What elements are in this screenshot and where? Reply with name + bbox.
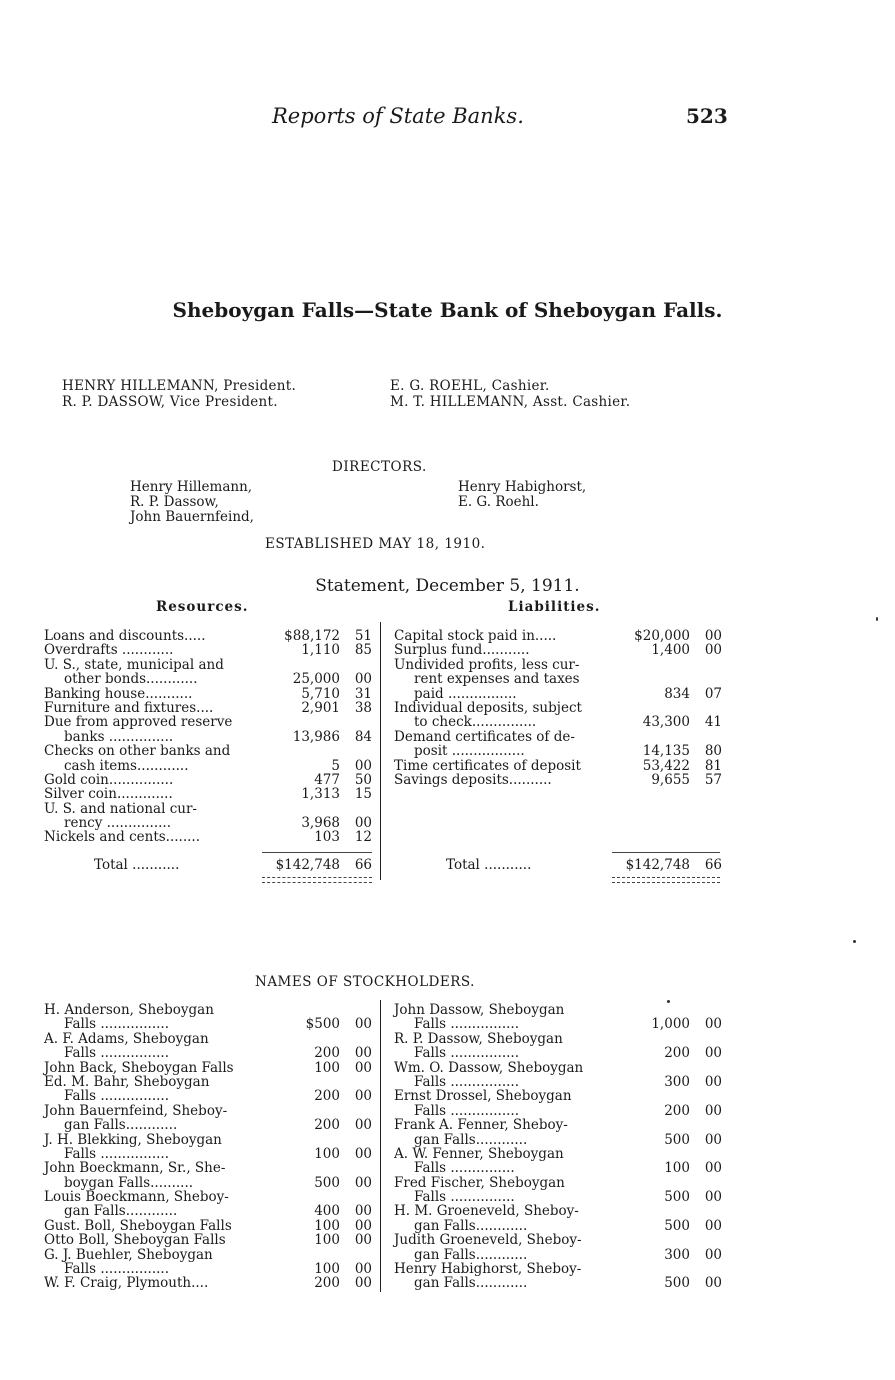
stockholder-line [44, 1075, 374, 1089]
stockholder-line [394, 1219, 724, 1233]
stockholder-line-label: gan Falls............ [64, 1203, 178, 1220]
stockholder-line-label: Falls ................ [64, 1045, 170, 1062]
stockholder-line-label: H. Anderson, Sheboygan [44, 1002, 214, 1018]
stockholder-line [44, 1133, 374, 1147]
director-name: R. P. Dassow, [130, 494, 219, 510]
liability-line [394, 701, 724, 715]
stockholder-line-cents: 00 [704, 1217, 722, 1234]
resource-line-cents: 15 [354, 786, 372, 803]
resource-line-cents: 38 [354, 699, 372, 716]
stockholder-line-label: Falls ................ [64, 1261, 170, 1278]
stockholders-right-column [394, 1003, 724, 1291]
resource-line-label: Overdrafts ............ [44, 642, 174, 659]
resources-total-rule [262, 852, 372, 853]
stockholder-line [44, 1248, 374, 1262]
liabilities-total-double-rule [612, 877, 720, 883]
directors-heading: DIRECTORS. [332, 459, 427, 475]
stockholder-line-label: gan Falls............ [414, 1275, 528, 1292]
resource-line-amount: 5,710 [301, 685, 340, 702]
liability-line-cents: 41 [704, 714, 722, 731]
stockholder-line-cents: 00 [704, 1016, 722, 1033]
stockholder-line-label: Falls ............... [414, 1189, 515, 1206]
stockholder-line [44, 1104, 374, 1118]
resource-line-amount: 13,986 [292, 728, 340, 745]
resource-line-cents: 00 [354, 757, 372, 774]
stockholder-line-label: Wm. O. Dassow, Sheboygan [394, 1059, 584, 1076]
resource-line-amount: 3,968 [301, 815, 340, 832]
resource-line-amount: 1,313 [301, 786, 340, 803]
resource-line [44, 744, 374, 758]
liabilities-total-row [394, 858, 724, 872]
resource-line [44, 658, 374, 672]
stockholder-line [394, 1089, 724, 1103]
liability-line-cents: 07 [704, 685, 722, 702]
stockholder-line-amount: 200 [314, 1275, 340, 1292]
resource-line-label: Banking house........... [44, 685, 193, 702]
stockholder-line-label: Judith Groeneveld, Sheboy- [394, 1232, 582, 1249]
stockholder-line-amount: 100 [664, 1160, 690, 1177]
resource-line-cents: 50 [354, 771, 372, 788]
stockholder-line-label: boygan Falls.......... [64, 1174, 194, 1191]
stockholder-line-amount: 100 [314, 1217, 340, 1234]
stockholder-line-label: Falls ................ [64, 1016, 170, 1033]
stockholder-line [44, 1046, 374, 1060]
resource-line [44, 672, 374, 686]
stockholder-line-cents: 00 [704, 1102, 722, 1119]
stockholder-line-cents: 00 [354, 1117, 372, 1134]
liability-line-amount: 1,400 [651, 642, 690, 659]
stockholder-line-label: Gust. Boll, Sheboygan Falls [44, 1217, 232, 1234]
stockholder-line-amount: 100 [314, 1232, 340, 1249]
stockholder-line [394, 1046, 724, 1060]
stockholder-line-cents: 00 [354, 1261, 372, 1278]
resource-line [44, 816, 374, 830]
stockholder-line [44, 1118, 374, 1132]
resources-total-row [44, 858, 374, 872]
stockholder-line-label: A. F. Adams, Sheboygan [44, 1030, 209, 1047]
stockholder-line-amount: 100 [314, 1145, 340, 1162]
resource-line [44, 830, 374, 844]
resources-heading: Resources. [156, 599, 249, 615]
stockholder-line-cents: 00 [704, 1246, 722, 1263]
resource-line-label: U. S., state, municipal and [44, 656, 224, 673]
stockholder-line-amount: $500 [305, 1016, 340, 1033]
stockholder-line [44, 1061, 374, 1075]
stockholder-line-label: Henry Habighorst, Sheboy- [394, 1261, 582, 1278]
stockholder-line-label: gan Falls............ [64, 1117, 178, 1134]
stockholder-line-label: Falls ................ [414, 1016, 520, 1033]
stockholder-line-label: Falls ................ [414, 1045, 520, 1062]
resource-line [44, 787, 374, 801]
stockholder-line-cents: 00 [704, 1131, 722, 1148]
stockholder-line-cents: 00 [354, 1145, 372, 1162]
stockholder-line-label: J. H. Blekking, Sheboygan [44, 1131, 222, 1148]
stockholder-line-amount: 200 [314, 1088, 340, 1105]
stockholder-line-label: R. P. Dassow, Sheboygan [394, 1030, 563, 1047]
stockholder-line-cents: 00 [704, 1189, 722, 1206]
liability-line-cents: 81 [704, 757, 722, 774]
stockholder-line-amount: 500 [664, 1217, 690, 1234]
stockholder-line [394, 1147, 724, 1161]
stockholder-line-label: H. M. Groeneveld, Sheboy- [394, 1203, 579, 1220]
director-name: Henry Habighorst, [458, 479, 587, 495]
liability-line [394, 730, 724, 744]
stockholder-line [44, 1276, 374, 1290]
liability-line-cents: 80 [704, 743, 722, 760]
stockholder-line [44, 1190, 374, 1204]
resources-total-double-rule [262, 877, 372, 883]
stockholder-line [394, 1017, 724, 1031]
resource-line-label: rency ............... [64, 815, 171, 832]
resources-total-cents: 66 [354, 857, 372, 873]
liability-line [394, 629, 724, 643]
liability-line [394, 715, 724, 729]
stockholder-line-label: Falls ............... [414, 1160, 515, 1177]
stockholder-line [44, 1161, 374, 1175]
resource-line [44, 802, 374, 816]
resource-line [44, 687, 374, 701]
stockholder-line-cents: 00 [354, 1059, 372, 1076]
stockholder-line [394, 1276, 724, 1290]
stockholder-line-cents: 00 [354, 1217, 372, 1234]
liability-line [394, 672, 724, 686]
liability-line-amount: 834 [664, 685, 690, 702]
liability-line-label: Capital stock paid in..... [394, 628, 557, 644]
stockholder-line [394, 1190, 724, 1204]
liability-line-label: Surplus fund........... [394, 642, 530, 659]
print-speck [876, 617, 878, 621]
stockholder-line-label: Falls ................ [414, 1102, 520, 1119]
liability-line-label: rent expenses and taxes [414, 671, 580, 688]
stockholder-line [394, 1003, 724, 1017]
stockholder-line-amount: 100 [314, 1261, 340, 1278]
stockholder-line-label: gan Falls............ [414, 1246, 528, 1263]
resource-line [44, 730, 374, 744]
stockholder-line-amount: 500 [664, 1131, 690, 1148]
liability-line-label: Time certificates of deposit [394, 757, 581, 774]
resource-line [44, 759, 374, 773]
officer-vice-president: R. P. DASSOW, Vice President. [62, 394, 278, 410]
liability-line [394, 658, 724, 672]
liability-line-label: Undivided profits, less cur- [394, 656, 580, 673]
resource-line [44, 629, 374, 643]
stockholder-line-amount: 200 [664, 1102, 690, 1119]
stockholder-line-amount: 200 [314, 1117, 340, 1134]
stockholder-line-label: John Dassow, Sheboygan [394, 1002, 565, 1018]
stockholder-line-cents: 00 [354, 1088, 372, 1105]
resource-line-cents: 12 [354, 829, 372, 846]
stockholder-line-cents: 00 [704, 1045, 722, 1062]
stockholder-line-amount: 200 [664, 1045, 690, 1062]
resources-table [44, 629, 374, 845]
liability-line-label: posit ................. [414, 743, 525, 760]
liability-line-amount: 14,135 [642, 743, 690, 760]
officers-right [390, 378, 630, 410]
stockholder-line-cents: 00 [704, 1073, 722, 1090]
stockholder-line [44, 1147, 374, 1161]
resource-line-cents: 51 [354, 628, 372, 644]
stockholder-line [394, 1133, 724, 1147]
resource-line-amount: 477 [314, 771, 340, 788]
stockholder-line [394, 1204, 724, 1218]
stockholder-line-amount: 500 [664, 1275, 690, 1292]
page-number: 523 [686, 104, 728, 128]
stockholder-line [394, 1061, 724, 1075]
liabilities-heading: Liabilities. [508, 599, 601, 615]
stockholder-line-label: John Back, Sheboygan Falls [44, 1059, 234, 1076]
stockholder-line-cents: 00 [354, 1232, 372, 1249]
stockholder-line-label: Fred Fischer, Sheboygan [394, 1174, 565, 1191]
stockholders-heading: NAMES OF STOCKHOLDERS. [255, 974, 475, 990]
stockholder-line [394, 1075, 724, 1089]
resource-line [44, 773, 374, 787]
liability-line-label: Individual deposits, subject [394, 699, 582, 716]
stockholder-line-cents: 00 [354, 1045, 372, 1062]
resource-line-amount: 5 [331, 757, 340, 774]
officer-president: HENRY HILLEMANN, President. [62, 378, 297, 394]
resource-line-label: other bonds............ [64, 671, 198, 688]
stockholder-line-label: Falls ................ [64, 1088, 170, 1105]
stockholder-line-cents: 00 [704, 1160, 722, 1177]
directors-right [458, 480, 586, 510]
stockholder-line-amount: 100 [314, 1059, 340, 1076]
resource-line-label: banks ............... [64, 728, 174, 745]
resource-line-amount: 1,110 [301, 642, 340, 659]
stockholder-line [394, 1118, 724, 1132]
liability-line-label: Savings deposits.......... [394, 771, 552, 788]
director-name: E. G. Roehl. [458, 494, 539, 510]
directors-left [130, 480, 254, 525]
stockholder-line-amount: 300 [664, 1073, 690, 1090]
stockholder-line-label: Louis Boeckmann, Sheboy- [44, 1189, 229, 1206]
stockholder-line-label: Falls ................ [64, 1145, 170, 1162]
director-name: John Bauernfeind, [130, 509, 254, 525]
stockholder-line-amount: 300 [664, 1246, 690, 1263]
stockholder-line-cents: 00 [704, 1275, 722, 1292]
resource-line-label: Gold coin............... [44, 771, 174, 788]
liabilities-total-label: Total ........... [446, 857, 532, 873]
stockholder-line [394, 1233, 724, 1247]
officer-cashier: E. G. ROEHL, Cashier. [390, 378, 550, 394]
statement-title: Statement, December 5, 1911. [315, 576, 580, 596]
stockholder-line [394, 1248, 724, 1262]
stockholder-line [44, 1204, 374, 1218]
resource-line-amount: $88,172 [284, 628, 340, 644]
liability-line-cents: 00 [704, 628, 722, 644]
liabilities-table [394, 629, 724, 787]
running-title: Reports of State Banks. [272, 104, 524, 128]
stockholder-line [44, 1089, 374, 1103]
resource-line-cents: 31 [354, 685, 372, 702]
resource-line-cents: 00 [354, 815, 372, 832]
liability-line-cents: 00 [704, 642, 722, 659]
stockholder-line [44, 1003, 374, 1017]
liabilities-total-cents: 66 [704, 857, 722, 873]
liability-line-amount: 43,300 [642, 714, 690, 731]
resource-line-amount: 2,901 [301, 699, 340, 716]
stockholder-line [44, 1233, 374, 1247]
stockholder-line-label: John Bauernfeind, Sheboy- [44, 1102, 228, 1119]
stockholder-line-label: gan Falls............ [414, 1217, 528, 1234]
stockholder-line [394, 1176, 724, 1190]
stockholder-line [394, 1104, 724, 1118]
resources-total-label: Total ........... [94, 857, 180, 873]
stockholder-line [44, 1176, 374, 1190]
established-date: ESTABLISHED MAY 18, 1910. [265, 536, 486, 552]
stockholder-line-cents: 00 [354, 1203, 372, 1220]
stockholder-line [44, 1262, 374, 1276]
stockholder-line-label: gan Falls............ [414, 1131, 528, 1148]
resource-line-cents: 85 [354, 642, 372, 659]
resource-line-amount: 103 [314, 829, 340, 846]
stockholders-column-divider [380, 1000, 381, 1292]
bank-title: Sheboygan Falls—State Bank of Sheboygan Falls. [172, 298, 723, 322]
stockholder-line-amount: 500 [664, 1189, 690, 1206]
resource-line-label: Due from approved reserve [44, 714, 233, 731]
liability-line [394, 687, 724, 701]
liability-line-label: Demand certificates of de- [394, 728, 575, 745]
stockholder-line-label: G. J. Buehler, Sheboygan [44, 1246, 213, 1263]
resources-total-amount: $142,748 [275, 857, 340, 873]
director-name: Henry Hillemann, [130, 479, 253, 495]
stockholder-line-cents: 00 [354, 1275, 372, 1292]
resource-line [44, 643, 374, 657]
stockholders-left-column [44, 1003, 374, 1291]
resource-line-label: Checks on other banks and [44, 743, 231, 760]
resource-line-amount: 25,000 [292, 671, 340, 688]
stockholder-line-label: Ed. M. Bahr, Sheboygan [44, 1073, 210, 1090]
stockholder-line-label: Otto Boll, Sheboygan Falls [44, 1232, 226, 1249]
liabilities-total-rule [612, 852, 720, 853]
liability-line-amount: 9,655 [651, 771, 690, 788]
stockholder-line-label: Frank A. Fenner, Sheboy- [394, 1117, 568, 1134]
resource-line-cents: 84 [354, 728, 372, 745]
liability-line-label: to check............... [414, 714, 537, 731]
liability-line [394, 744, 724, 758]
resource-line-label: Silver coin............. [44, 786, 173, 803]
liability-line-cents: 57 [704, 771, 722, 788]
print-speck [853, 940, 856, 943]
liability-line [394, 773, 724, 787]
stockholder-line [44, 1017, 374, 1031]
stockholder-line [44, 1219, 374, 1233]
stockholder-line [394, 1161, 724, 1175]
stockholder-line-label: John Boeckmann, Sr., She- [44, 1160, 226, 1177]
resource-line-label: U. S. and national cur- [44, 800, 197, 817]
liability-line-amount: 53,422 [642, 757, 690, 774]
stockholder-line-cents: 00 [354, 1174, 372, 1191]
resource-line-label: Loans and discounts..... [44, 628, 206, 644]
stockholder-line-cents: 00 [354, 1016, 372, 1033]
liability-line-amount: $20,000 [634, 628, 690, 644]
liability-line [394, 643, 724, 657]
liability-line-label: paid ................ [414, 685, 517, 702]
resource-line-cents: 00 [354, 671, 372, 688]
stockholder-line [394, 1262, 724, 1276]
liabilities-total-amount: $142,748 [625, 857, 690, 873]
stockholder-line-amount: 500 [314, 1174, 340, 1191]
stockholder-line-label: Falls ................ [414, 1073, 520, 1090]
print-speck [667, 1000, 670, 1003]
stockholder-line-label: A. W. Fenner, Sheboygan [394, 1145, 564, 1162]
resource-line-label: Furniture and fixtures.... [44, 699, 214, 716]
liability-line [394, 759, 724, 773]
statement-column-divider [380, 622, 381, 880]
stockholder-line [44, 1032, 374, 1046]
stockholder-line [394, 1032, 724, 1046]
resource-line-label: Nickels and cents........ [44, 829, 201, 846]
stockholder-line-label: W. F. Craig, Plymouth.... [44, 1275, 209, 1292]
stockholder-line-amount: 200 [314, 1045, 340, 1062]
stockholder-line-label: Ernst Drossel, Sheboygan [394, 1088, 572, 1105]
stockholder-line-amount: 400 [314, 1203, 340, 1220]
officer-asst-cashier: M. T. HILLEMANN, Asst. Cashier. [390, 394, 631, 410]
officers-left [62, 378, 296, 410]
resource-line [44, 701, 374, 715]
resource-line [44, 715, 374, 729]
stockholder-line-amount: 1,000 [651, 1016, 690, 1033]
resource-line-label: cash items............ [64, 757, 189, 774]
